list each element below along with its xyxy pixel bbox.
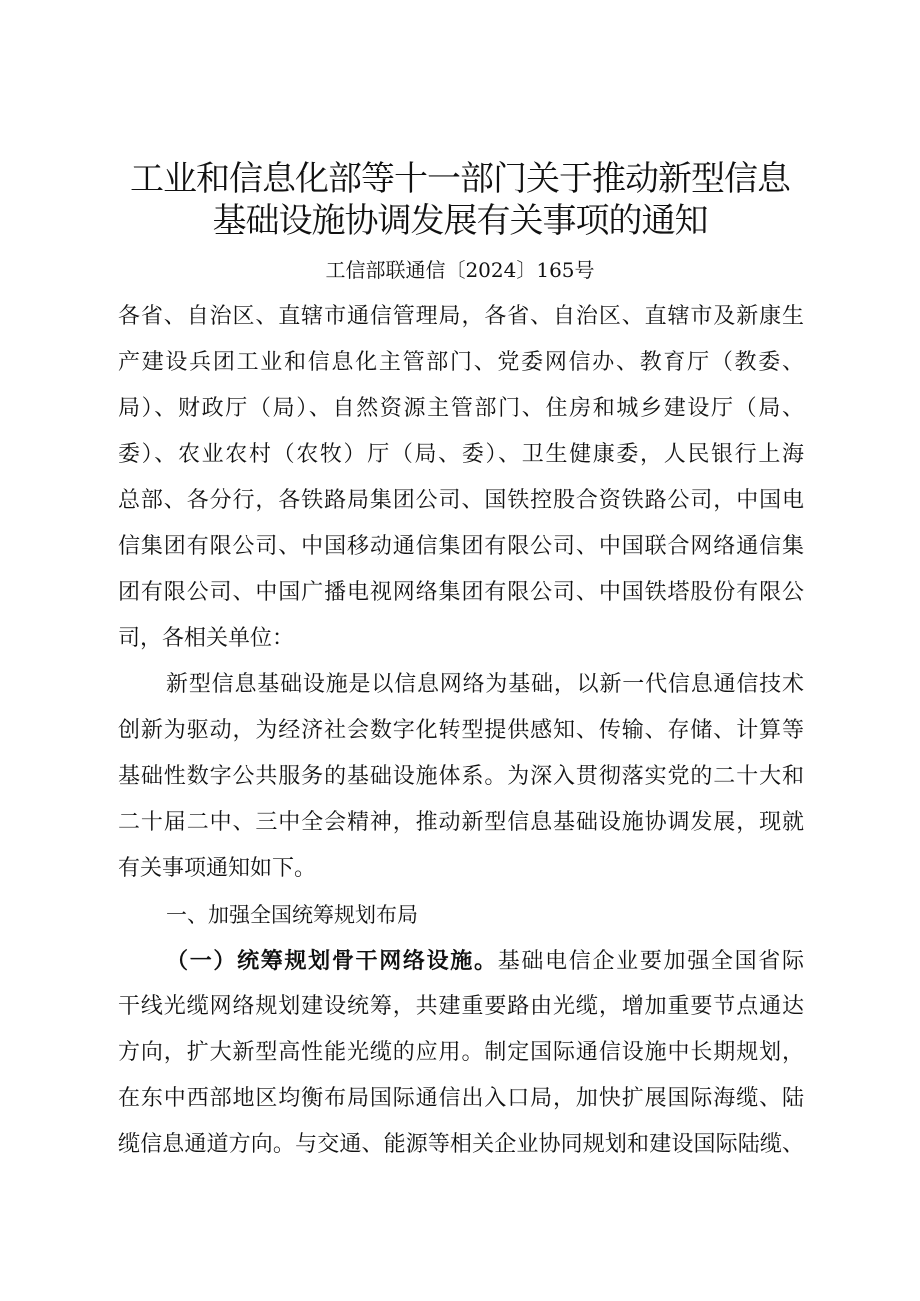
- intro-paragraph-line: 有关事项通知如下。: [118, 856, 317, 881]
- item-paragraph-line: 缆信息通道方向。与交通、能源等相关企业协同规划和建设国际陆缆、: [118, 1132, 804, 1157]
- intro-paragraph-line: 创新为驱动，为经济社会数字化转型提供感知、传输、存储、计算等: [118, 718, 804, 743]
- addressee-line: 团有限公司、中国广播电视网络集团有限公司、中国铁塔股份有限公: [118, 580, 804, 605]
- addressee-line: 产建设兵团工业和信息化主管部门、党委网信办、教育厅（教委、: [118, 350, 804, 375]
- item-paragraph-line: 方向，扩大新型高性能光缆的应用。制定国际通信设施中长期规划，: [118, 1040, 804, 1065]
- intro-paragraph-line: 新型信息基础设施是以信息网络为基础，以新一代信息通信技术: [166, 672, 804, 697]
- item-lead-title: （一）统筹规划骨干网络设施。: [166, 948, 498, 974]
- section-heading: 一、加强全国统筹规划布局: [166, 903, 418, 927]
- document-title-line-1: 工业和信息化部等十一部门关于推动新型信息: [130, 159, 790, 199]
- addressee-line: 信集团有限公司、中国移动通信集团有限公司、中国联合网络通信集: [118, 534, 804, 559]
- addressee-line: 局）、财政厅（局）、自然资源主管部门、住房和城乡建设厅（局、: [118, 396, 804, 421]
- item-paragraph-line: 在东中西部地区均衡布局国际通信出入口局，加快扩展国际海缆、陆: [118, 1086, 804, 1111]
- item-paragraph-line: 干线光缆网络规划建设统筹，共建重要路由光缆，增加重要节点通达: [118, 994, 804, 1019]
- document-title-line-2: 基础设施协调发展有关事项的通知: [212, 201, 708, 241]
- intro-paragraph-line: 二十届二中、三中全会精神，推动新型信息基础设施协调发展，现就: [118, 810, 804, 835]
- addressee-line: 司，各相关单位：: [118, 626, 295, 651]
- document-number: 工信部联通信〔2024〕165号: [325, 258, 595, 282]
- addressee-line: 委）、农业农村（农牧）厅（局、委）、卫生健康委，人民银行上海: [118, 442, 804, 467]
- item-lead-text: 基础电信企业要加强全国省际: [497, 949, 804, 974]
- addressee-line: 总部、各分行，各铁路局集团公司、国铁控股合资铁路公司，中国电: [118, 488, 804, 513]
- addressee-line: 各省、自治区、直辖市通信管理局，各省、自治区、直辖市及新康生: [118, 304, 804, 329]
- intro-paragraph-line: 基础性数字公共服务的基础设施体系。为深入贯彻落实党的二十大和: [118, 764, 804, 789]
- item-first-line: [166, 938, 804, 984]
